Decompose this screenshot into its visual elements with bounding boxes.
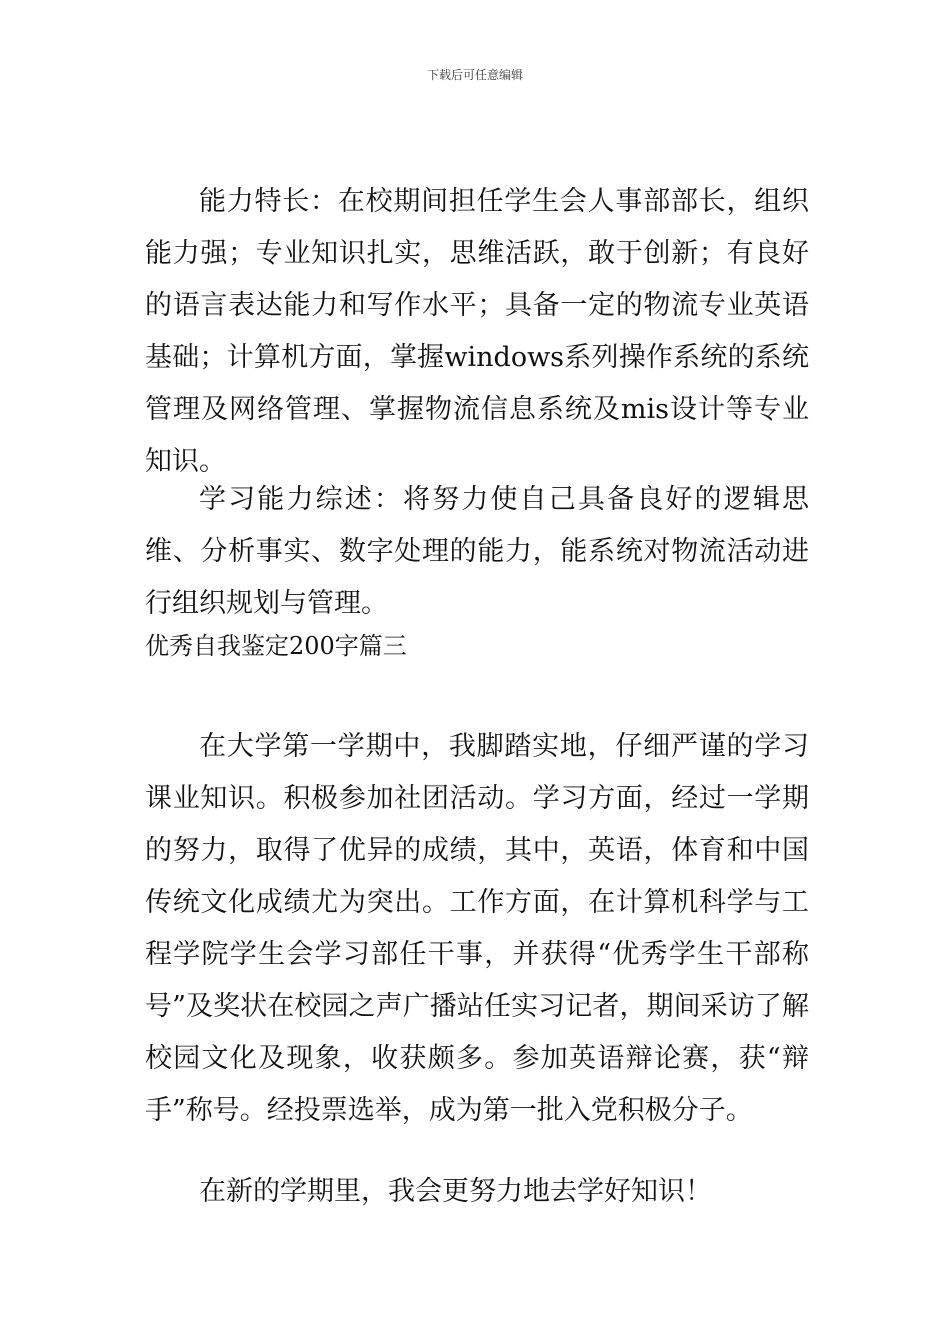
learning-ability-paragraph: 学习能力综述：将努力使自己具备良好的逻辑思维、分析事实、数字处理的能力，能系统对物流活动进行组织规划与管理。 — [145, 484, 809, 619]
section-heading: 优秀自我鉴定200字篇三 — [145, 632, 407, 660]
closing-paragraph: 在新的学期里，我会更努力地去学好知识！ — [199, 1176, 712, 1207]
semester-paragraph: 在大学第一学期中，我脚踏实地，仔细严谨的学习课业知识。积极参加社团活动。学习方面，经过一学期的努力，取得了优异的成绩，其中，英语，体育和中国传统文化成绩尤为突出。工作方面，在计算机科学与工程学院学生会学习部任干事，并获得“优秀学生干部称号”及奖状在校园之声广播站任实习记者，期间采访了解校园文化及现象，收获颇多。参加英语辩论赛，获“辩手”称号。经投票选举，成为第一批入党积极分子。 — [145, 731, 809, 1126]
page-header-note: 下载后可任意编辑 — [426, 68, 523, 82]
ability-paragraph: 能力特长：在校期间担任学生会人事部部长，组织能力强；专业知识扎实，思维活跃，敢于创新；有良好的语言表达能力和写作水平；具备一定的物流专业英语基础；计算机方面，掌握windows系列操作系统的系统管理及网络管理、掌握物流信息系统及mis设计等专业知识。 — [145, 186, 809, 477]
